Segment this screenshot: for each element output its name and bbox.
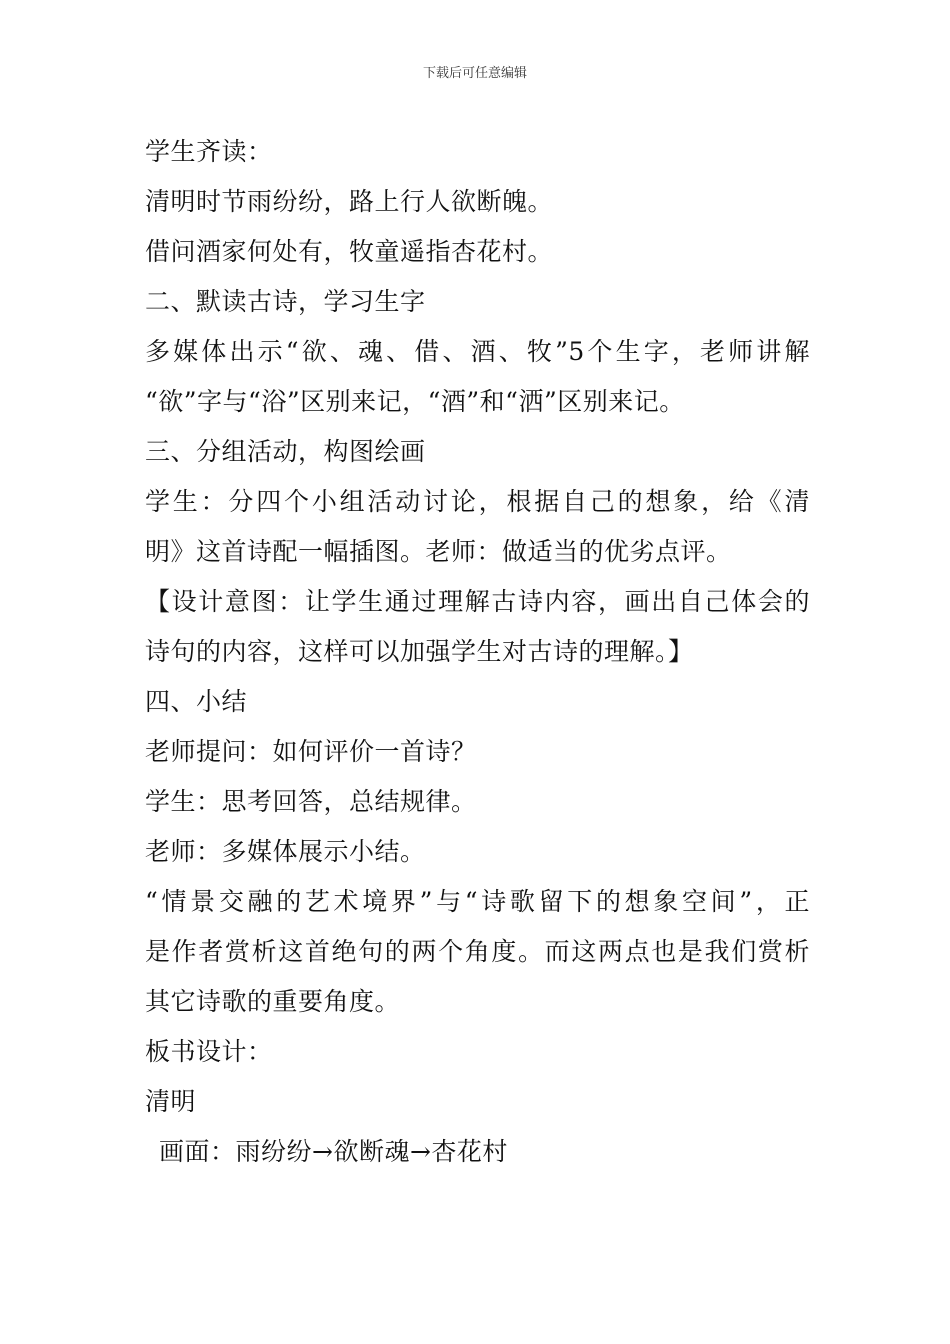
section-heading: 二、默读古诗，学习生字 — [145, 287, 426, 316]
paragraph-line: 学生：分四个小组活动讨论，根据自己的想象，给《清 — [145, 487, 810, 516]
paragraph-line: 多媒体出示“欲、魂、借、酒、牧”5个生字，老师讲解 — [145, 337, 810, 366]
paragraph-line: 学生：思考回答，总结规律。 — [145, 787, 477, 816]
section-heading: 三、分组活动，构图绘画 — [145, 437, 426, 466]
paragraph-line: “欲”字与“浴”区别来记，“酒”和“洒”区别来记。 — [145, 387, 685, 416]
blackboard-flow: 画面：雨纷纷→欲断魂→杏花村 — [159, 1137, 508, 1166]
document-body — [145, 127, 810, 1177]
paragraph-line: 明》这首诗配一幅插图。老师：做适当的优劣点评。 — [145, 537, 732, 566]
design-intent-line: 【设计意图：让学生通过理解古诗内容，画出自己体会的 — [145, 587, 810, 616]
paragraph-line: 学生齐读： — [145, 137, 273, 166]
blackboard-heading: 板书设计： — [145, 1037, 273, 1066]
paragraph-line: 老师：多媒体展示小结。 — [145, 837, 426, 866]
paragraph-line: 其它诗歌的重要角度。 — [145, 987, 401, 1016]
page-header: 下载后可任意编辑 — [422, 66, 527, 81]
poem-line: 清明时节雨纷纷，路上行人欲断魄。 — [145, 187, 554, 216]
paragraph-line: 老师提问：如何评价一首诗？ — [145, 737, 477, 766]
poem-line: 借问酒家何处有，牧童遥指杏花村。 — [145, 237, 554, 266]
paragraph-line: 是作者赏析这首绝句的两个角度。而这两点也是我们赏析 — [145, 937, 810, 966]
paragraph-line: “情景交融的艺术境界”与“诗歌留下的想象空间”，正 — [145, 887, 810, 916]
design-intent-line: 诗句的内容，这样可以加强学生对古诗的理解。】 — [145, 637, 694, 666]
blackboard-title: 清明 — [145, 1087, 197, 1116]
section-heading: 四、小结 — [145, 687, 248, 716]
